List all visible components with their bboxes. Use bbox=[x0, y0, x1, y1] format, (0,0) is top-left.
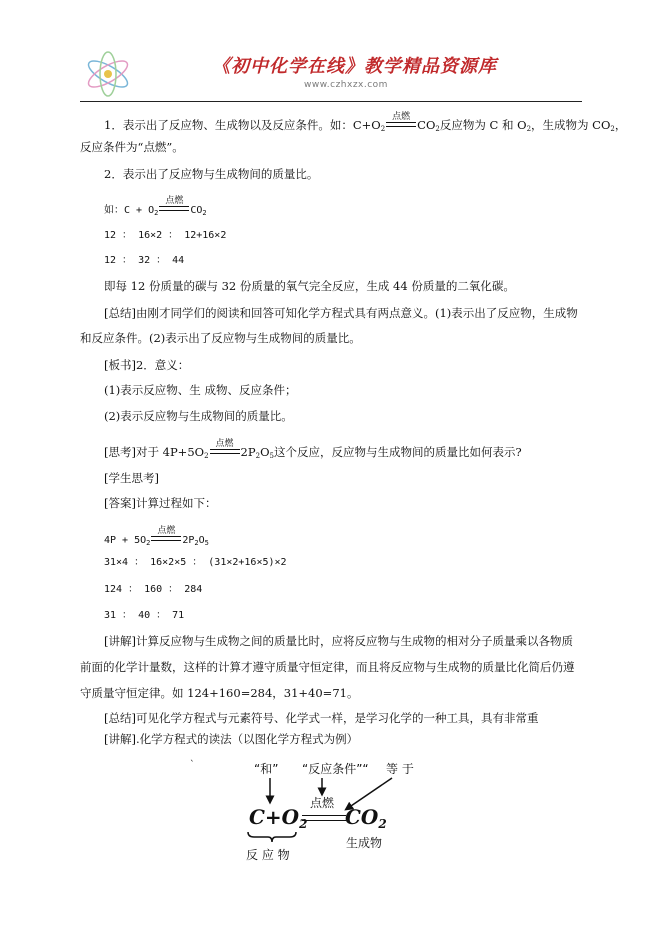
line-13-part-b: 2P bbox=[240, 445, 256, 459]
condition-label: 点燃 bbox=[392, 112, 411, 122]
stray-mark: ` bbox=[190, 760, 195, 770]
formula-reactants: C+O bbox=[249, 805, 300, 829]
text-line-13 bbox=[104, 439, 522, 463]
condition-label: 点燃 bbox=[165, 196, 184, 206]
text-line-17: 31×4 ： 16×2×5 ： (31×2+16×5)×2 bbox=[104, 557, 287, 568]
reaction-condition-sign bbox=[159, 196, 189, 217]
text-line-18: 124 ： 160 ： 284 bbox=[104, 584, 203, 595]
line-16-part-c: O bbox=[198, 535, 205, 546]
subscript: 2 bbox=[526, 125, 532, 133]
text-line-6: 12 ： 32 ： 44 bbox=[104, 255, 185, 266]
subscript: 2 bbox=[299, 817, 308, 831]
line-16-part-a: 4P + 5O bbox=[104, 535, 147, 546]
subscript: 5 bbox=[269, 452, 274, 460]
reaction-condition-sign bbox=[210, 439, 240, 460]
header-url: www.czhxzx.com bbox=[304, 80, 388, 90]
label-product: 生成物 bbox=[346, 836, 383, 850]
text-line-10: [板书]2．意义： bbox=[104, 358, 190, 372]
text-line-22: 守质量守恒定律。如 124+160=284，31+40=71。 bbox=[80, 686, 359, 700]
text-line-7: 即每 12 份质量的碳与 32 份质量的氧气完全反应，生成 44 份质量的二氧化碳。 bbox=[104, 279, 515, 293]
text-line-11: (1)表示反应物、生 成物、反应条件； bbox=[104, 383, 297, 397]
line-4-part-b: CO bbox=[190, 205, 203, 216]
line-1-part-d: ，生成物为 CO bbox=[531, 118, 611, 132]
subscript: 2 bbox=[154, 209, 159, 217]
text-line-23: [总结]可见化学方程式与元素符号、化学式一样，是学习化学的一种工具，具有非常重 bbox=[104, 711, 539, 725]
subscript: 2 bbox=[380, 125, 386, 133]
subscript: 2 bbox=[378, 817, 387, 831]
line-1-part-b: CO bbox=[417, 118, 436, 132]
subscript: 2 bbox=[610, 125, 615, 133]
text-line-2: 反应条件为“点燃”。 bbox=[80, 140, 184, 154]
reactant-brace bbox=[246, 830, 298, 844]
subscript: 2 bbox=[194, 539, 199, 547]
text-line-24: [讲解].化学方程式的读法（以图化学方程式为例） bbox=[104, 732, 359, 746]
text-line-5: 12 ： 16×2 ： 12+16×2 bbox=[104, 230, 227, 241]
condition-label: 点燃 bbox=[215, 439, 234, 449]
subscript: 2 bbox=[204, 452, 209, 460]
diagram-condition: 点燃 bbox=[310, 796, 335, 810]
line-13-part-a: [思考]对于 4P+5O bbox=[104, 445, 205, 459]
line-13-part-d: 这个反应，反应物与生成物间的质量比如何表示? bbox=[273, 445, 522, 459]
condition-label: 点燃 bbox=[157, 526, 176, 536]
line-16-part-b: 2P bbox=[182, 535, 195, 546]
text-line-19: 31 ： 40 ： 71 bbox=[104, 610, 185, 621]
formula-product: CO bbox=[345, 805, 379, 829]
diagram-formula-left bbox=[249, 805, 307, 831]
text-line-21: 前面的化学计量数，这样的计算才遵守质量守恒定律，而且将反应物与生成物的质量比化简后仍遵 bbox=[80, 660, 575, 674]
header-title: 《初中化学在线》教学精品资源库 bbox=[212, 56, 497, 77]
label-reactant: 反 应 物 bbox=[246, 848, 290, 862]
text-line-20: [讲解]计算反应物与生成物之间的质量比时，应将反应物与生成物的相对分子质量乘以各物质 bbox=[104, 634, 573, 648]
line-4-part-a: 如：C + O bbox=[104, 205, 155, 216]
molecule-logo-icon bbox=[82, 50, 134, 98]
reaction-condition-sign bbox=[386, 112, 416, 133]
equation-line-4 bbox=[104, 196, 207, 220]
diagram-equals-sign bbox=[302, 815, 346, 821]
subscript: 5 bbox=[204, 539, 209, 547]
subscript: 2 bbox=[202, 209, 207, 217]
label-condition: “反应条件”“ bbox=[302, 762, 369, 776]
subscript: 2 bbox=[255, 452, 261, 460]
header-divider bbox=[80, 101, 582, 102]
line-1-part-a: 1．表示出了反应物、生成物以及反应条件。如：C+O bbox=[104, 118, 381, 132]
label-equals: 等 于 bbox=[386, 762, 414, 776]
text-line-3: 2．表示出了反应物与生成物间的质量比。 bbox=[104, 167, 319, 181]
line-1-part-c: 反应物为 C 和 O bbox=[439, 118, 527, 132]
label-and: “和” bbox=[254, 762, 279, 776]
text-line-9: 和反应条件。(2)表示出了反应物与生成物间的质量比。 bbox=[80, 331, 361, 345]
text-line-8: [总结]由刚才同学们的阅读和回答可知化学方程式具有两点意义。(1)表示出了反应物，生成物 bbox=[104, 306, 578, 320]
equation-line-16 bbox=[104, 526, 209, 550]
text-line-12: (2)表示反应物与生成物间的质量比。 bbox=[104, 409, 293, 423]
subscript: 2 bbox=[435, 125, 440, 133]
text-line-15: [答案]计算过程如下： bbox=[104, 496, 217, 510]
line-1-part-e: ， bbox=[614, 118, 627, 132]
subscript: 2 bbox=[146, 539, 151, 547]
reaction-condition-sign bbox=[151, 526, 181, 547]
line-13-part-c: O bbox=[260, 445, 270, 459]
diagram-formula-right bbox=[345, 805, 387, 831]
text-line-1 bbox=[104, 112, 627, 136]
text-line-14: [学生思考] bbox=[104, 471, 159, 485]
